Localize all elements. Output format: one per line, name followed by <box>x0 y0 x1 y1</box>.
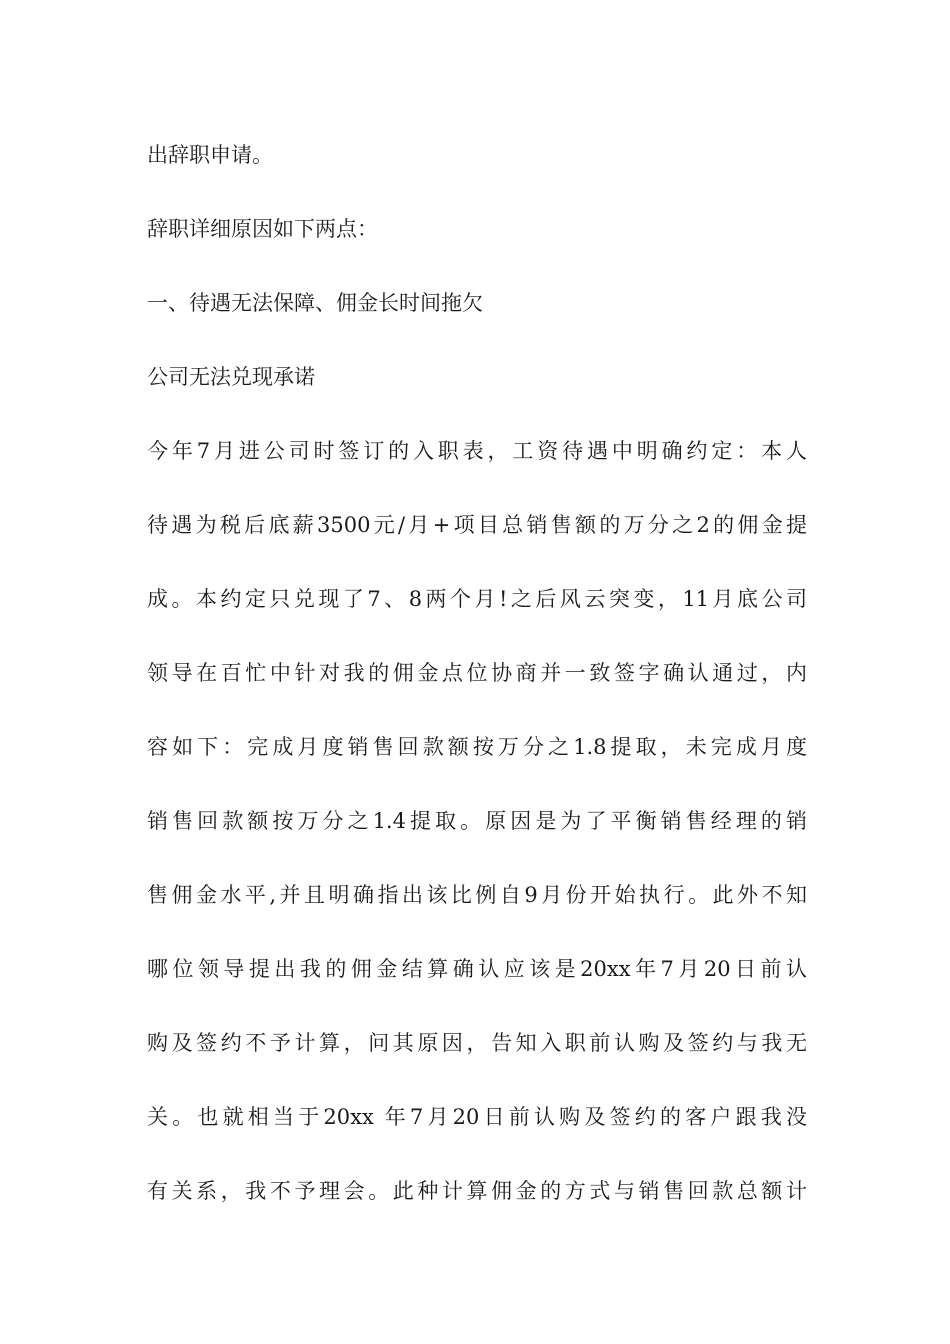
paragraph-line: 领导在百忙中针对我的佣金点位协商并一致签字确认通过，内 <box>147 661 807 685</box>
paragraph-line: 今年7月进公司时签订的入职表，工资待遇中明确约定：本人 <box>147 439 807 463</box>
subsection-heading: 公司无法兑现承诺 <box>147 365 315 389</box>
paragraph-line: 待遇为税后底薪3500元/月+项目总销售额的万分之2的佣金提 <box>147 513 807 537</box>
paragraph-line: 销售回款额按万分之1.4提取。原因是为了平衡销售经理的销 <box>147 809 807 833</box>
paragraph-line: 成。本约定只兑现了7、8两个月!之后风云突变，11月底公司 <box>147 587 807 611</box>
paragraph-line: 出辞职申请。 <box>147 143 273 167</box>
paragraph-line: 购及签约不予计算，问其原因，告知入职前认购及签约与我无 <box>147 1031 807 1055</box>
paragraph-line: 关。也就相当于20xx 年7月20日前认购及签约的客户跟我没 <box>147 1105 807 1129</box>
paragraph-line: 哪位领导提出我的佣金结算确认应该是20xx年7月20日前认 <box>147 957 807 981</box>
section-heading: 一、待遇无法保障、佣金长时间拖欠 <box>147 291 483 315</box>
paragraph-line: 售佣金水平,并且明确指出该比例自9月份开始执行。此外不知 <box>147 883 807 907</box>
paragraph-line: 辞职详细原因如下两点： <box>147 217 378 241</box>
paragraph-line: 有关系，我不予理会。此种计算佣金的方式与销售回款总额计 <box>147 1179 807 1203</box>
paragraph-line: 容如下：完成月度销售回款额按万分之1.8提取，未完成月度 <box>147 735 807 759</box>
